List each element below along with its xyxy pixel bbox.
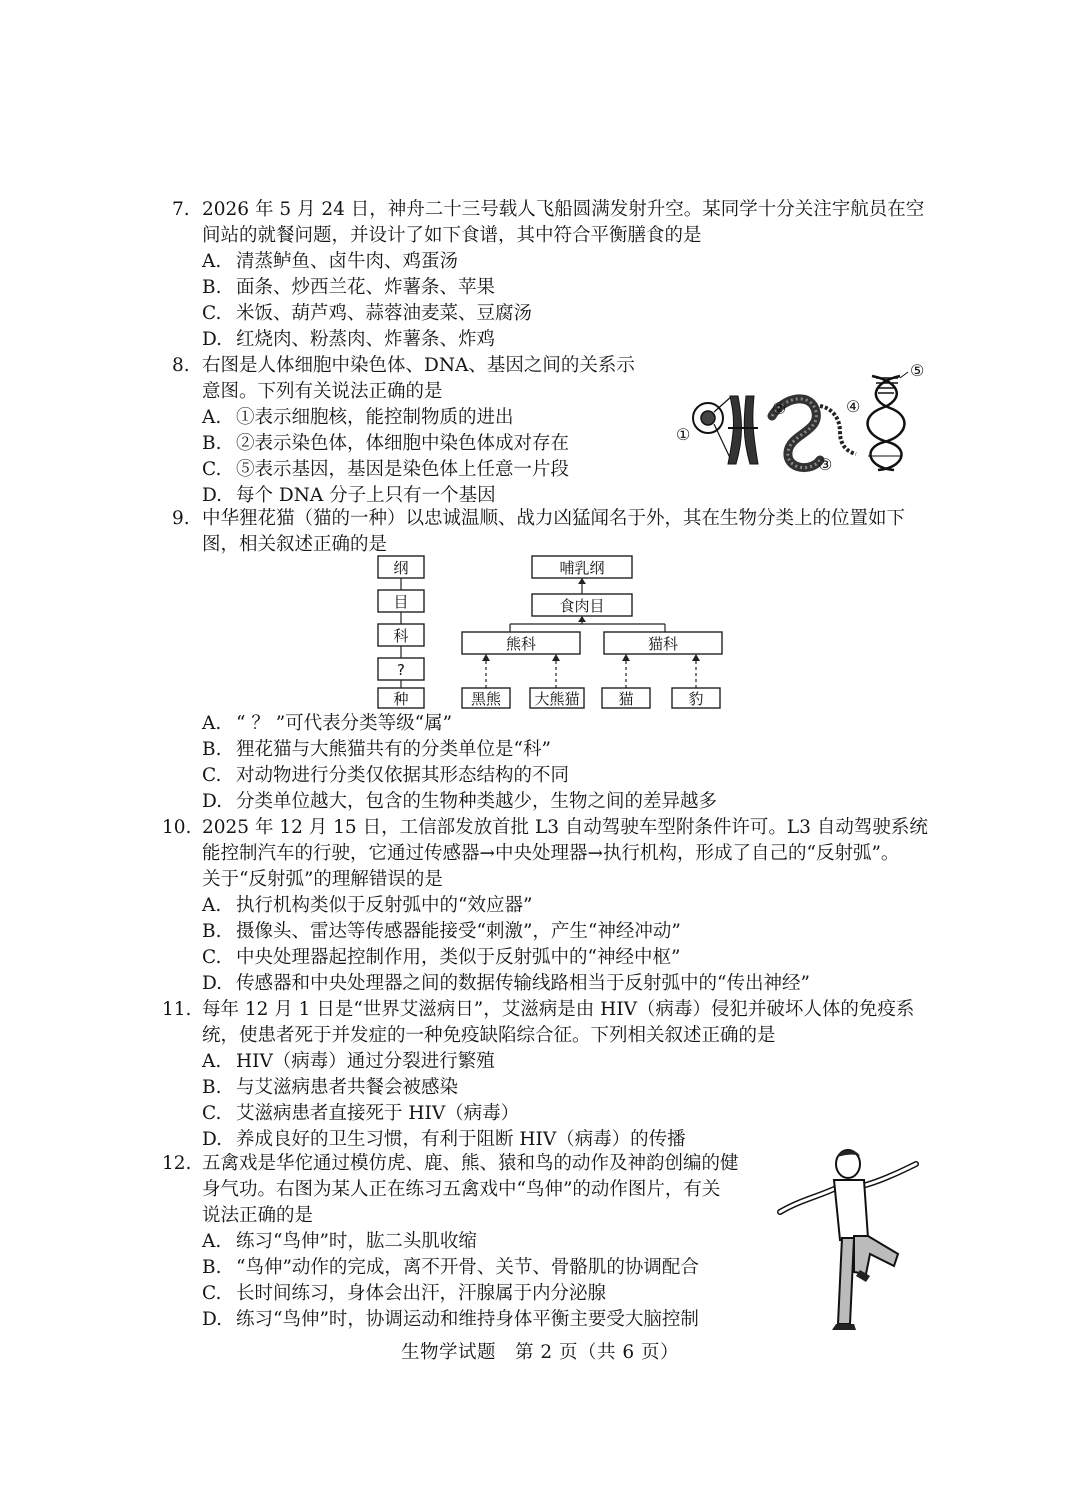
figure-label-3: ③ [818,455,833,474]
question-stem-cont: 身气功。右图为某人正在练习五禽戏中“鸟伸”的动作图片，有关 [202,1179,721,1200]
option-b[interactable]: B. 摄像头、雷达等传感器能接受“刺激”，产生“神经冲动” [202,921,681,942]
option-d[interactable]: D. 传感器和中央处理器之间的数据传输线路相当于反射弧中的“传出神经” [202,973,810,994]
option-b[interactable]: B. 面条、炒西兰花、炸薯条、苹果 [202,277,496,298]
question-stem: 每年 12 月 1 日是“世界艾滋病日”，艾滋病是由 HIV（病毒）侵犯并破坏人体的免疫系 [202,999,915,1020]
question-number: 11. [162,999,192,1020]
question-11 [162,997,942,1153]
option-a[interactable]: A. 执行机构类似于反射弧中的“效应器” [202,895,533,916]
option-c[interactable]: C. ⑤表示基因，基因是染色体上任意一片段 [202,459,570,480]
option-c[interactable]: C. 米饭、葫芦鸡、蒜蓉油麦菜、豆腐汤 [202,303,533,324]
question-stem-cont: 图，相关叙述正确的是 [202,534,388,555]
question-stem: 中华狸花猫（猫的一种）以忠诚温顺、战力凶猛闻名于外，其在生物分类上的位置如下 [202,508,906,529]
question-number: 9. [172,508,190,529]
option-d[interactable]: D. 每个 DNA 分子上只有一个基因 [202,485,496,506]
rank-order: 目 [393,593,409,611]
tree-species-cat: 猫 [618,690,634,708]
question-stem-cont: 意图。下列有关说法正确的是 [202,381,443,402]
option-c[interactable]: C. 对动物进行分类仅依据其形态结构的不同 [202,765,570,786]
question-7 [172,197,942,353]
option-c[interactable]: C. 中央处理器起控制作用，类似于反射弧中的“神经中枢” [202,947,681,968]
question-stem-cont: 能控制汽车的行驶，它通过传感器→中央处理器→执行机构，形成了自己的“反射弧”。 [202,843,900,864]
figure-label-2: ② [772,399,787,418]
option-c[interactable]: C. 长时间练习，身体会出汗，汗腺属于内分泌腺 [202,1283,607,1304]
bird-stretch-figure [770,1142,930,1332]
question-stem: 五禽戏是华佗通过模仿虎、鹿、熊、猿和鸟的动作及神韵创编的健 [202,1153,739,1174]
page-footer: 生物学试题 第 2 页（共 6 页） [400,1342,680,1363]
option-a[interactable]: A. ①表示细胞核，能控制物质的进出 [202,407,514,428]
figure-label-5: ⑤ [910,361,925,380]
tree-class: 哺乳纲 [559,559,605,577]
tree-order: 食肉目 [559,597,605,615]
option-d[interactable]: D. 分类单位越大，包含的生物种类越少，生物之间的差异越多 [202,791,718,812]
nucleus-shape [701,411,715,425]
option-d[interactable]: D. 红烧肉、粉蒸肉、炸薯条、炸鸡 [202,329,496,350]
option-d[interactable]: D. 练习“鸟伸”时，协调运动和维持身体平衡主要受大脑控制 [202,1309,699,1330]
question-12 [162,1151,792,1333]
question-stem: 2026 年 5 月 24 日，神舟二十三号载人飞船圆满发射升空。某同学十分关注宇航员在空 [202,199,925,220]
rank-class: 纲 [393,559,409,577]
option-a[interactable]: A. 清蒸鲈鱼、卤牛肉、鸡蛋汤 [202,251,459,272]
chromosome-dna-gene-figure [672,356,942,486]
question-number: 7. [172,199,190,220]
question-9 [172,506,942,558]
option-b[interactable]: B. ②表示染色体，体细胞中染色体成对存在 [202,433,570,454]
question-10 [162,815,942,997]
tree-species-giant-panda: 大熊猫 [534,690,580,708]
option-b[interactable]: B. “鸟伸”动作的完成，离不开骨、关节、骨骼肌的协调配合 [202,1257,699,1278]
tree-family-bear: 熊科 [505,635,537,653]
tree-family-cat: 猫科 [647,635,679,653]
question-stem-cont-2: 说法正确的是 [202,1205,314,1226]
question-number: 8. [172,355,190,376]
question-number: 12. [162,1153,192,1174]
question-9-options [172,711,942,815]
figure-label-1: ① [676,425,691,444]
chromosome-left [728,396,742,464]
chromosome-right [744,396,758,464]
rank-unknown: ? [397,661,405,679]
rank-species: 种 [393,690,409,708]
question-stem: 2025 年 12 月 15 日，工信部发放首批 L3 自动驾驶车型附条件许可。L3 自动驾驶系统 [202,817,928,838]
option-c[interactable]: C. 艾滋病患者直接死于 HIV（病毒） [202,1103,520,1124]
classification-tree [370,552,730,712]
rank-family: 科 [393,627,409,645]
option-b[interactable]: B. 狸花猫与大熊猫共有的分类单位是“科” [202,739,551,760]
question-stem: 右图是人体细胞中染色体、DNA、基因之间的关系示 [202,355,635,376]
question-stem-cont-2: 关于“反射弧”的理解错误的是 [202,869,443,890]
tree-species-leopard: 豹 [688,690,704,708]
option-a[interactable]: A. HIV（病毒）通过分裂进行繁殖 [202,1051,495,1072]
question-stem-cont: 间站的就餐问题，并设计了如下食谱，其中符合平衡膳食的是 [202,225,702,246]
tree-species-black-bear: 黑熊 [470,690,502,708]
option-d[interactable]: D. 养成良好的卫生习惯，有利于阻断 HIV（病毒）的传播 [202,1129,686,1150]
question-number: 10. [162,817,192,838]
question-stem-cont: 统，使患者死于并发症的一种免疫缺陷综合征。下列相关叙述正确的是 [202,1025,776,1046]
figure-label-4: ④ [846,397,861,416]
option-a[interactable]: A. “ ？ ”可代表分类等级“属” [202,713,453,734]
option-b[interactable]: B. 与艾滋病患者共餐会被感染 [202,1077,459,1098]
option-a[interactable]: A. 练习“鸟伸”时，肱二头肌收缩 [202,1231,477,1252]
